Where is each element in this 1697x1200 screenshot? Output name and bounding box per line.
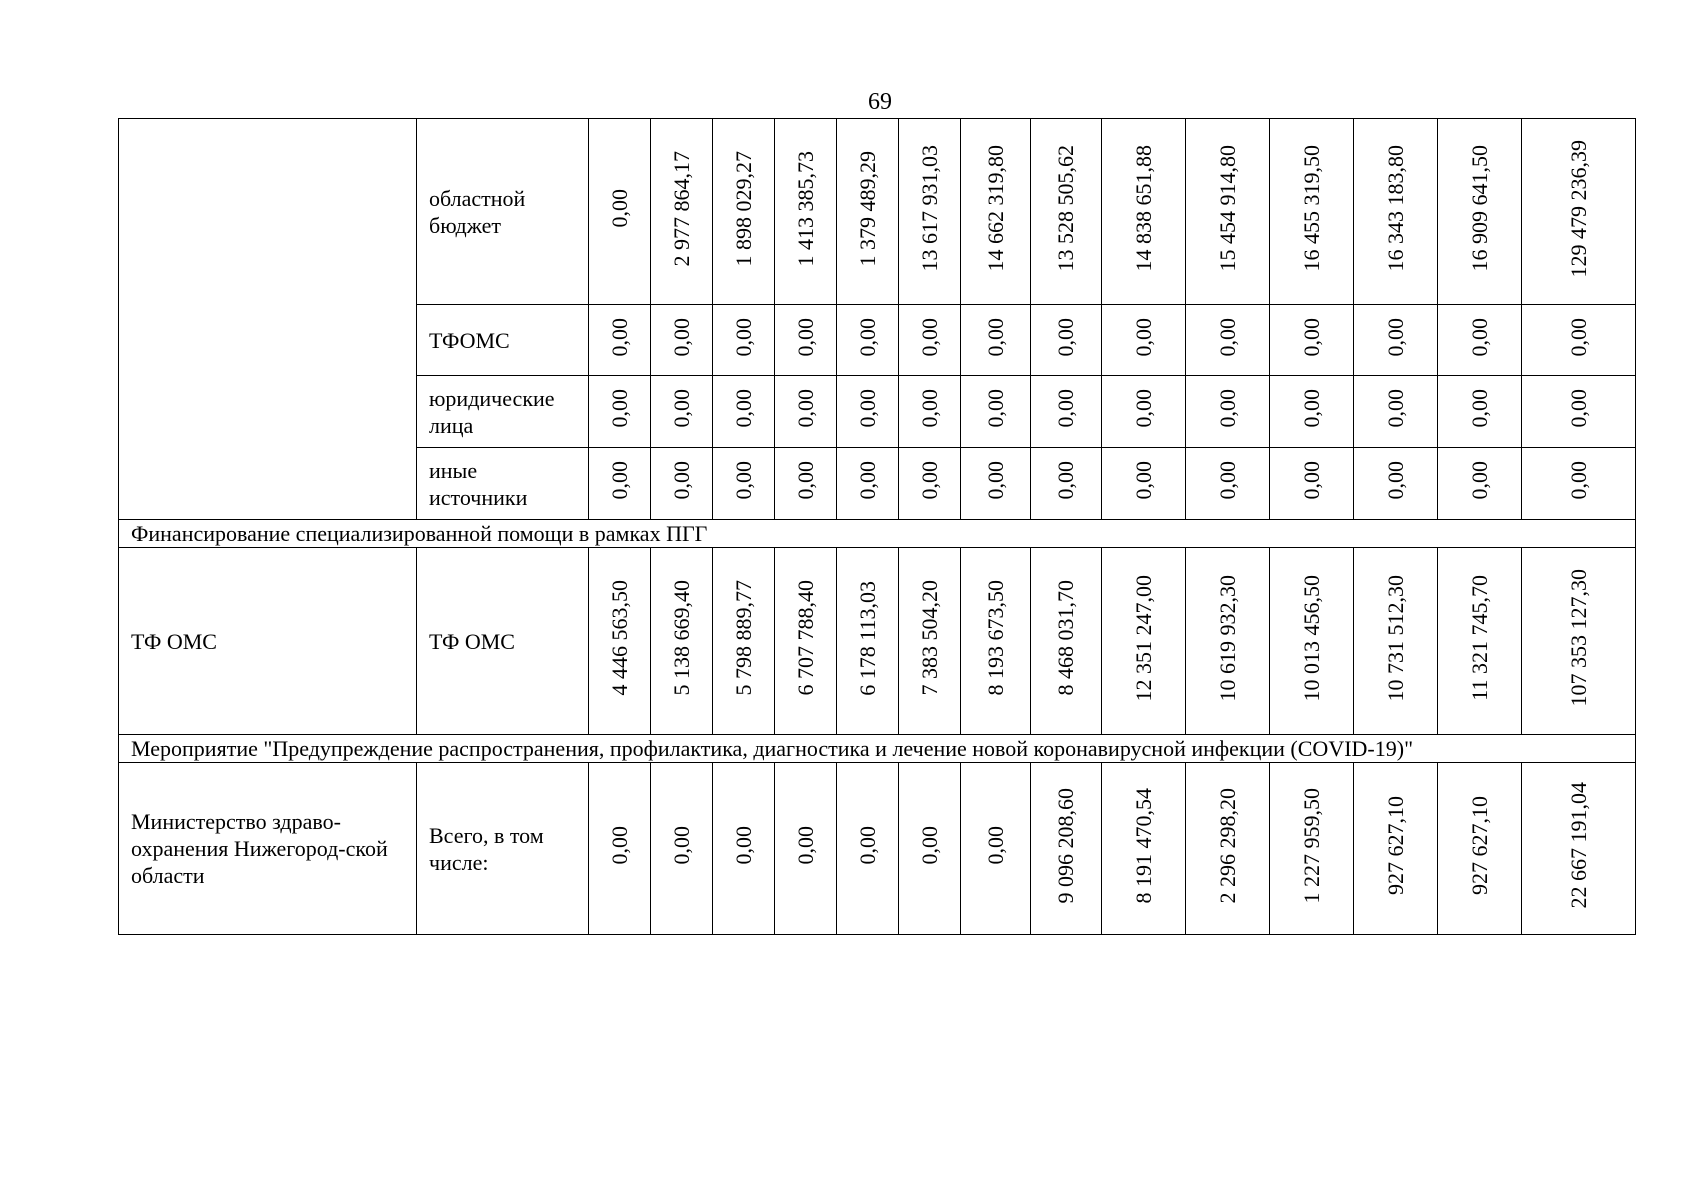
value-text: 0,00: [1298, 317, 1324, 357]
value-cell: [713, 763, 775, 935]
total-cell: [1522, 305, 1636, 376]
value-text: 0,00: [1214, 317, 1240, 357]
value-cell: [837, 548, 899, 735]
value-cell: [961, 548, 1031, 735]
value-cell: [961, 763, 1031, 935]
value-cell: [651, 305, 713, 376]
value-text: 0,00: [916, 461, 942, 500]
value-text: 0,00: [792, 389, 818, 428]
value-text: 5 138 669,40: [668, 580, 694, 696]
value-cell: [713, 119, 775, 305]
value-text: 0,00: [1382, 461, 1408, 500]
value-text: 14 838 651,88: [1130, 145, 1156, 272]
value-cell: [1270, 305, 1354, 376]
value-cell: [837, 448, 899, 520]
value-text: 0,00: [606, 317, 632, 357]
total-cell: [1522, 763, 1636, 935]
value-text: 8 193 673,50: [982, 580, 1008, 696]
value-text: 0,00: [1466, 389, 1492, 428]
value-text: 0,00: [916, 389, 942, 428]
value-text: 1 227 959,50: [1298, 787, 1324, 904]
value-cell: [899, 305, 961, 376]
value-cell: [961, 376, 1031, 448]
value-cell: [1031, 448, 1102, 520]
value-text: 6 178 113,03: [854, 580, 880, 696]
value-text: 0,00: [730, 826, 756, 865]
value-cell: [713, 548, 775, 735]
value-cell: [1102, 119, 1186, 305]
value-text: 0,00: [916, 826, 942, 865]
value-cell: [1031, 119, 1102, 305]
value-cell: [589, 763, 651, 935]
source-label: иные источники: [417, 448, 589, 520]
value-cell: [1354, 376, 1438, 448]
value-text: 0,00: [1565, 461, 1591, 500]
value-text: 13 617 931,03: [916, 145, 942, 272]
value-cell: [589, 548, 651, 735]
total-cell: [1522, 119, 1636, 305]
value-text: 0,00: [668, 826, 694, 865]
value-cell: [1354, 763, 1438, 935]
value-text: 129 479 236,39: [1565, 139, 1591, 278]
table-row-specialized: [119, 548, 1636, 735]
source-label: областной бюджет: [417, 119, 589, 305]
value-text: 0,00: [1053, 389, 1078, 428]
value-text: 0,00: [1466, 461, 1492, 500]
value-text: 0,00: [1565, 389, 1591, 428]
value-text: 4 446 563,50: [606, 580, 632, 696]
value-text: 0,00: [982, 389, 1008, 428]
value-cell: [1031, 763, 1102, 935]
value-text: 0,00: [668, 317, 694, 357]
value-cell: [837, 119, 899, 305]
value-text: 0,00: [854, 461, 880, 500]
value-text: 8 468 031,70: [1053, 580, 1078, 696]
value-text: 0,00: [792, 461, 818, 500]
value-text: 1 898 029,27: [730, 150, 756, 267]
value-cell: [961, 448, 1031, 520]
value-text: 0,00: [854, 826, 880, 865]
value-cell: [651, 119, 713, 305]
value-text: 1 413 385,73: [792, 150, 818, 267]
value-text: 0,00: [982, 826, 1008, 865]
total-cell: [1522, 448, 1636, 520]
value-text: 0,00: [1130, 389, 1156, 428]
value-text: 0,00: [668, 389, 694, 428]
value-text: 0,00: [1382, 317, 1408, 357]
source-label: ТФ ОМС: [417, 548, 589, 735]
value-cell: [1270, 763, 1354, 935]
value-cell: [1186, 763, 1270, 935]
source-label: ТФОМС: [417, 305, 589, 376]
value-cell: [1438, 448, 1522, 520]
empty-executor-cell: [119, 119, 417, 520]
value-text: 16 455 319,50: [1298, 145, 1324, 272]
value-text: 0,00: [606, 461, 632, 500]
value-text: 12 351 247,00: [1130, 574, 1156, 702]
value-cell: [1186, 448, 1270, 520]
value-cell: [837, 376, 899, 448]
value-text: 927 627,10: [1382, 796, 1408, 895]
value-cell: [1031, 548, 1102, 735]
value-cell: [961, 119, 1031, 305]
value-cell: [589, 448, 651, 520]
value-text: 0,00: [1298, 389, 1324, 428]
value-text: 0,00: [1298, 461, 1324, 500]
value-text: 0,00: [1214, 461, 1240, 500]
value-cell: [1102, 763, 1186, 935]
value-cell: [1354, 119, 1438, 305]
value-cell: [713, 376, 775, 448]
value-cell: [1354, 305, 1438, 376]
value-cell: [1186, 376, 1270, 448]
value-cell: [775, 448, 837, 520]
value-text: 0,00: [982, 461, 1008, 500]
value-cell: [713, 448, 775, 520]
section-title-specialized: Финансирование специализированной помощи в рамках ПГГ: [119, 520, 1636, 548]
value-text: 16 909 641,50: [1466, 145, 1492, 272]
value-text: 10 013 456,50: [1298, 574, 1324, 702]
value-text: 2 296 298,20: [1214, 787, 1240, 904]
value-cell: [1354, 448, 1438, 520]
value-cell: [651, 548, 713, 735]
value-text: 1 379 489,29: [854, 150, 880, 267]
value-cell: [1270, 548, 1354, 735]
value-text: 0,00: [1053, 317, 1078, 357]
value-text: 13 528 505,62: [1053, 145, 1078, 272]
value-cell: [899, 548, 961, 735]
value-cell: [1354, 548, 1438, 735]
value-text: 0,00: [730, 461, 756, 500]
value-text: 16 343 183,80: [1382, 145, 1408, 272]
value-text: 0,00: [730, 389, 756, 428]
value-cell: [899, 376, 961, 448]
value-text: 0,00: [792, 317, 818, 357]
value-cell: [961, 305, 1031, 376]
value-text: 5 798 889,77: [730, 580, 756, 696]
value-cell: [713, 305, 775, 376]
value-text: 107 353 127,30: [1565, 569, 1591, 707]
value-cell: [1186, 119, 1270, 305]
value-text: 2 977 864,17: [668, 150, 694, 267]
value-cell: [1438, 763, 1522, 935]
value-cell: [651, 763, 713, 935]
section-title-covid: Мероприятие "Предупреждение распространения, профилактика, диагностика и лечение новой коронавирусной инфекции (COVID-19)": [119, 735, 1636, 763]
value-text: 9 096 208,60: [1053, 787, 1078, 904]
page-number: 69: [868, 89, 892, 115]
section-header-row: [119, 520, 1636, 548]
executor-label: ТФ ОМС: [119, 548, 417, 735]
value-cell: [1102, 376, 1186, 448]
value-cell: [899, 763, 961, 935]
total-cell: [1522, 376, 1636, 448]
value-text: 0,00: [1214, 389, 1240, 428]
value-cell: [1102, 305, 1186, 376]
value-text: 7 383 504,20: [916, 580, 942, 696]
value-cell: [1186, 305, 1270, 376]
value-text: 0,00: [792, 826, 818, 865]
value-cell: [1270, 119, 1354, 305]
value-cell: [775, 119, 837, 305]
value-cell: [589, 305, 651, 376]
value-text: 0,00: [1565, 317, 1591, 357]
value-cell: [837, 763, 899, 935]
value-cell: [1031, 376, 1102, 448]
table-row-regional-budget: [119, 119, 1636, 305]
value-cell: [1438, 548, 1522, 735]
value-cell: [775, 763, 837, 935]
table-row-covid-ministry: [119, 763, 1636, 935]
value-cell: [589, 119, 651, 305]
value-text: 10 619 932,30: [1214, 574, 1240, 702]
source-label: Всего, в том числе:: [417, 763, 589, 935]
value-cell: [775, 376, 837, 448]
value-text: 15 454 914,80: [1214, 145, 1240, 272]
value-cell: [775, 548, 837, 735]
value-cell: [1186, 548, 1270, 735]
value-cell: [899, 448, 961, 520]
budget-table: [118, 118, 1636, 935]
value-text: 0,00: [668, 461, 694, 500]
value-cell: [899, 119, 961, 305]
value-cell: [651, 448, 713, 520]
executor-label: Министерство здраво-охранения Нижегород-ской области: [119, 763, 417, 935]
value-text: 0,00: [730, 317, 756, 357]
value-cell: [1270, 448, 1354, 520]
value-text: 8 191 470,54: [1130, 787, 1156, 904]
total-cell: [1522, 548, 1636, 735]
value-cell: [651, 376, 713, 448]
value-text: 14 662 319,80: [982, 145, 1008, 272]
value-text: 0,00: [916, 317, 942, 357]
value-text: 0,00: [1382, 389, 1408, 428]
value-cell: [1031, 305, 1102, 376]
value-cell: [775, 305, 837, 376]
value-text: 0,00: [854, 389, 880, 428]
value-cell: [1438, 305, 1522, 376]
value-cell: [1438, 119, 1522, 305]
source-label: юридические лица: [417, 376, 589, 448]
value-cell: [589, 376, 651, 448]
value-text: 0,00: [1130, 461, 1156, 500]
value-text: 10 731 512,30: [1382, 574, 1408, 702]
value-text: 0,00: [1466, 317, 1492, 357]
value-text: 11 321 745,70: [1466, 575, 1492, 701]
value-cell: [1102, 448, 1186, 520]
value-text: 0,00: [606, 826, 632, 865]
value-text: 0,00: [854, 317, 880, 357]
value-text: 0,00: [1130, 317, 1156, 357]
section-header-row: [119, 735, 1636, 763]
value-text: 0,00: [606, 389, 632, 428]
value-text: 927 627,10: [1466, 796, 1492, 895]
value-text: 0,00: [606, 189, 632, 228]
value-text: 0,00: [1053, 461, 1078, 500]
value-text: 6 707 788,40: [792, 580, 818, 696]
value-cell: [837, 305, 899, 376]
value-cell: [1438, 376, 1522, 448]
value-text: 22 667 191,04: [1565, 782, 1591, 909]
value-cell: [1102, 548, 1186, 735]
value-cell: [1270, 376, 1354, 448]
value-text: 0,00: [982, 317, 1008, 357]
